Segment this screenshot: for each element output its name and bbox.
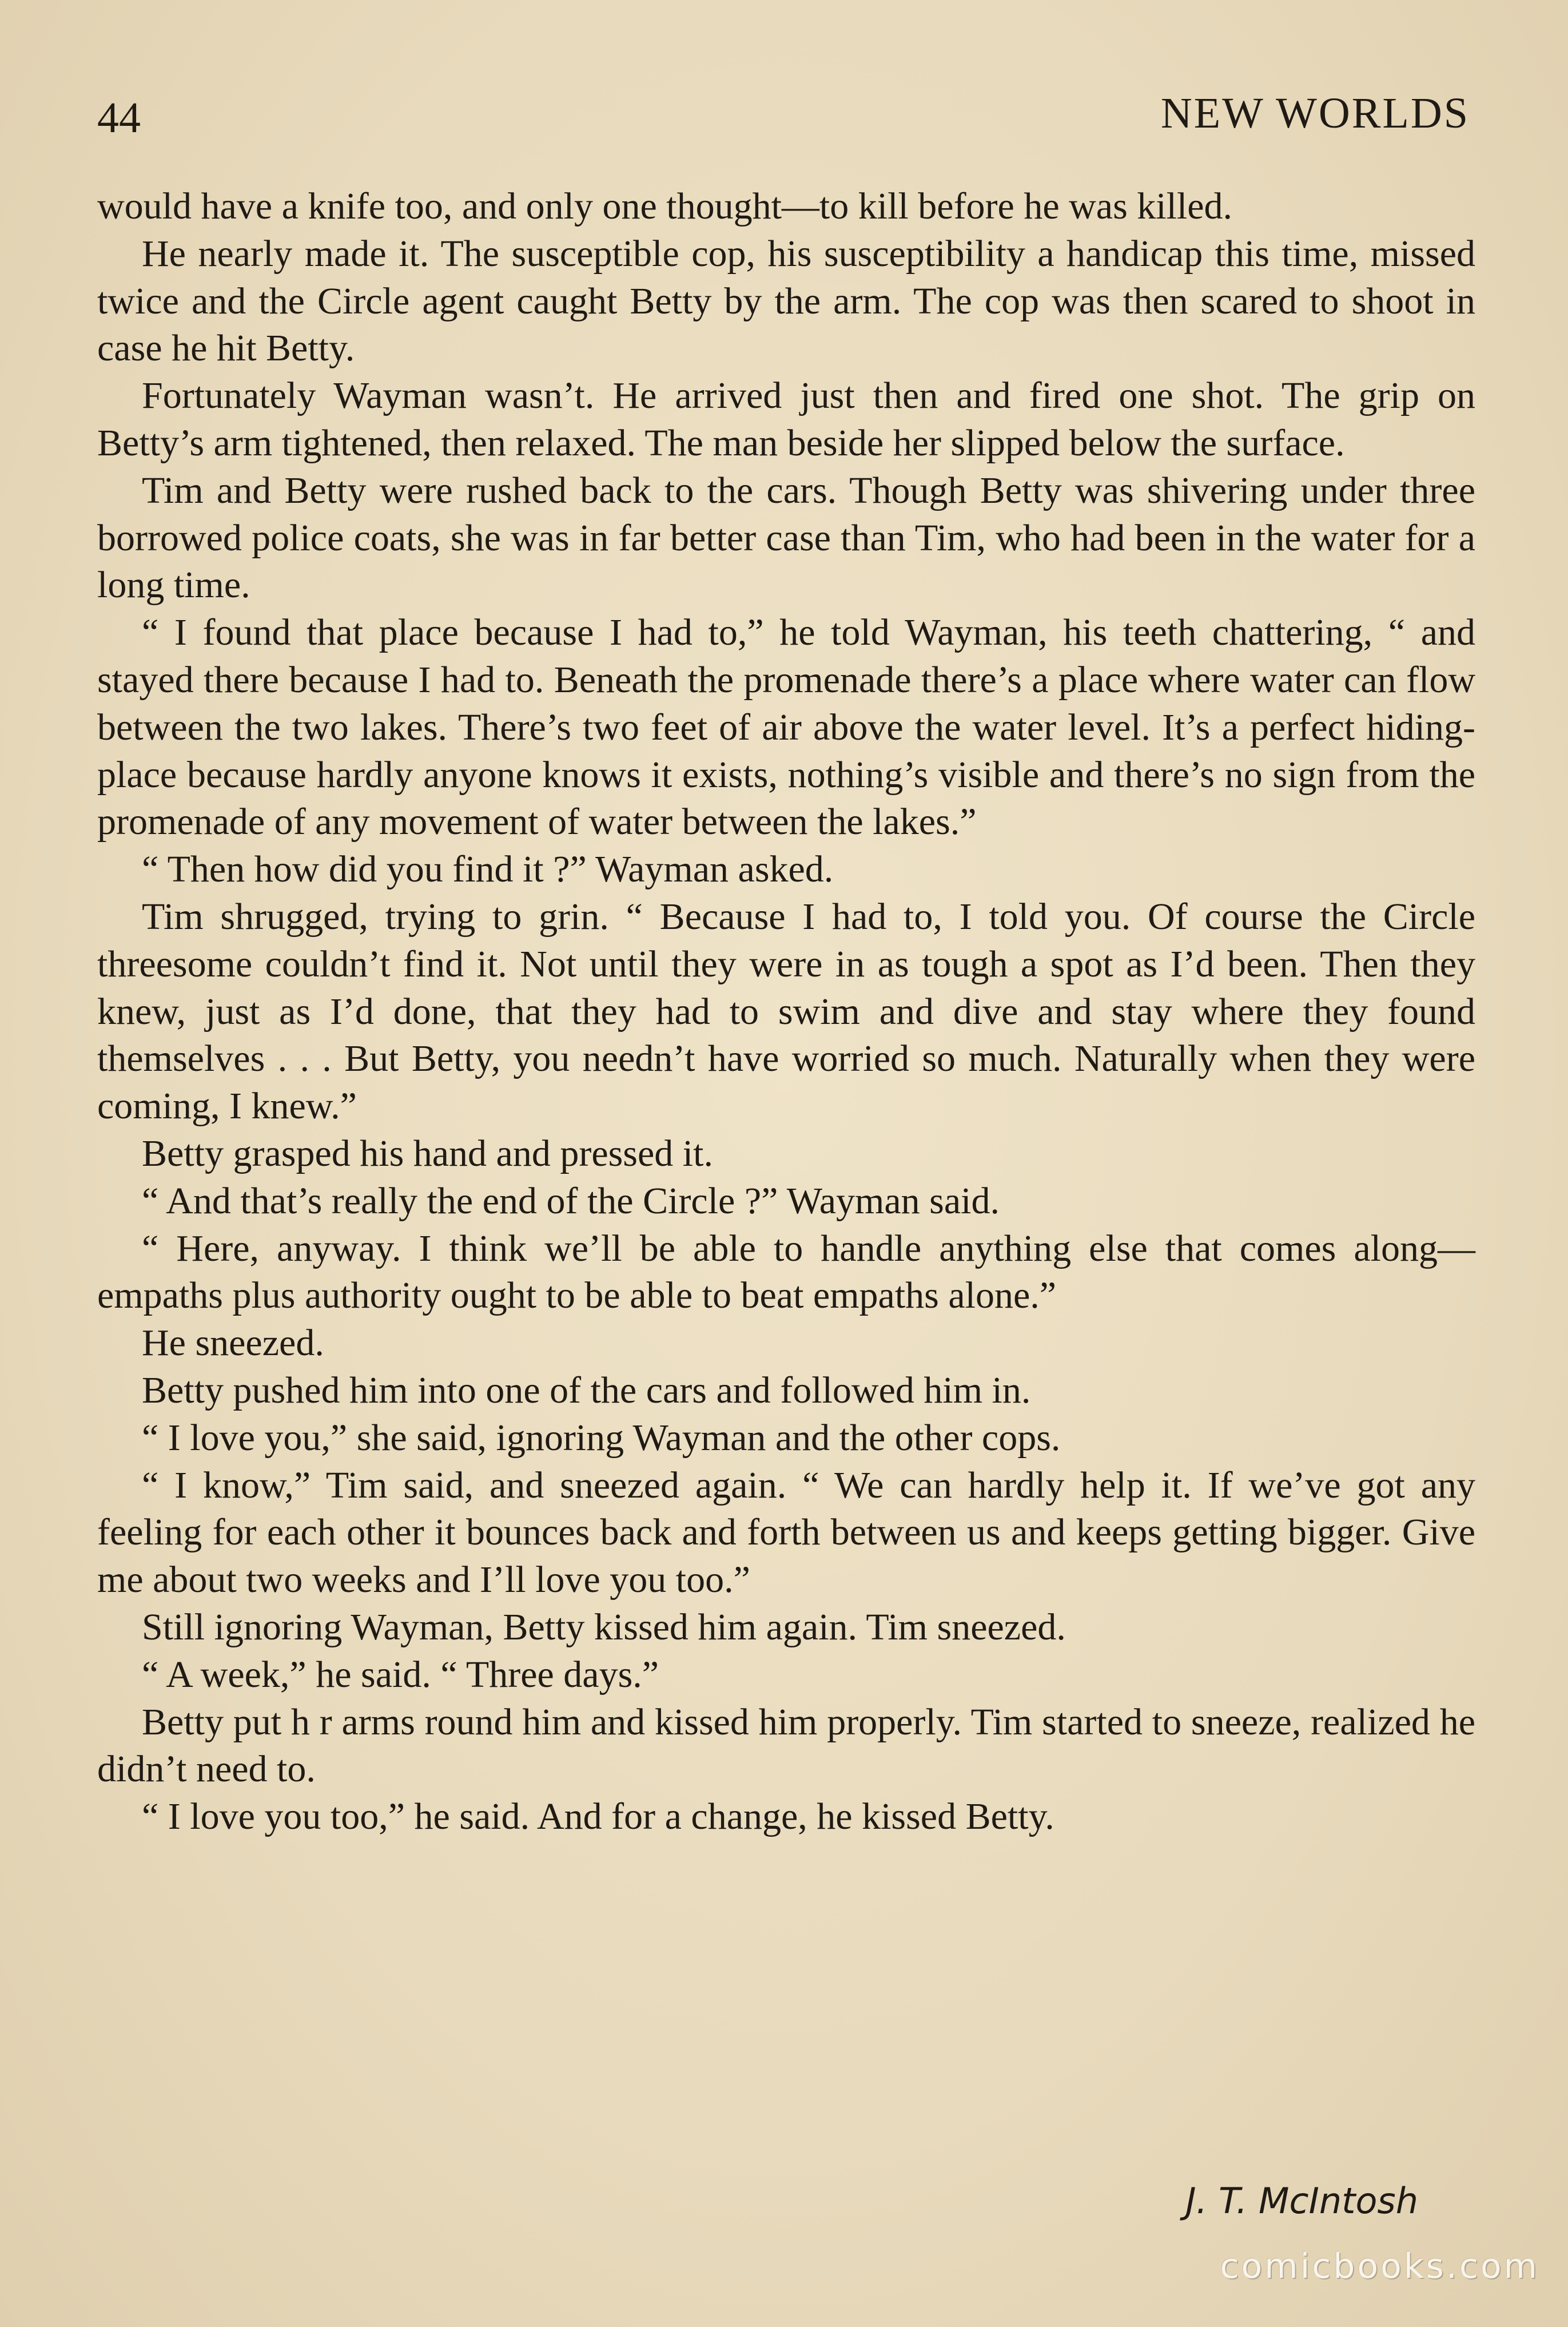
watermark: comicbooks.com xyxy=(1220,2246,1539,2286)
paragraph: “ I love you,” she said, ignoring Wayman and the other cops. xyxy=(142,1416,1061,1459)
paragraph: Still ignoring Wayman, Betty kissed him again. Tim sneezed. xyxy=(142,1606,1066,1648)
paragraph: “ A week,” he said. “ Three days.” xyxy=(142,1653,659,1695)
paragraph: “ And that’s really the end of the Circle ?” Wayman said. xyxy=(142,1180,1000,1222)
paragraph: would have a knife too, and only one thought—to kill before he was killed. xyxy=(97,185,1233,227)
author-byline: J. T. McIntosh xyxy=(1185,2180,1418,2222)
paragraph: Tim shrugged, trying to grin. “ Because I had to, I told you. Of course the Circle threesome couldn’t find it. Not until they were in as tough a spot as I’d been. Then they knew, just as I’d done, that they had to swim and dive and stay where they found themselves . . . But Betty, you needn’t have worried so much. Naturally when they were coming, I knew.” xyxy=(97,895,1475,1127)
story-text xyxy=(97,183,1475,1841)
magazine-title: NEW WORLDS xyxy=(1160,89,1470,137)
paragraph: “ Then how did you find it ?” Wayman asked. xyxy=(142,848,834,891)
paragraph: Betty pushed him into one of the cars and followed him in. xyxy=(142,1369,1031,1411)
paragraph: “ I found that place because I had to,” he told Wayman, his teeth chattering, “ and stayed there because I had to. Beneath the promenade there’s a place where water can flow between the two lakes. There’s two feet of air above the water level. It’s a perfect hiding-place because hardly anyone knows it exists, nothing’s visible and there’s no sign from the promenade of any movement of water between the lakes.” xyxy=(97,611,1475,843)
paragraph: Fortunately Wayman wasn’t. He arrived just then and fired one shot. The grip on Betty’s arm tightened, then relaxed. The man beside her slipped below the surface. xyxy=(97,375,1475,464)
paragraph: He nearly made it. The susceptible cop, his susceptibility a handicap this time, missed twice and the Circle agent caught Betty by the arm. The cop was then scared to shoot in case he hit Betty. xyxy=(97,232,1475,370)
paragraph: “ Here, anyway. I think we’ll be able to handle anything else that comes along—empaths plus authority ought to be able to beat empaths alone.” xyxy=(97,1227,1475,1317)
paragraph: He sneezed. xyxy=(142,1322,324,1364)
paragraph: Betty grasped his hand and pressed it. xyxy=(142,1132,713,1174)
paragraph: “ I know,” Tim said, and sneezed again. “ We can hardly help it. If we’ve got any feeling for each other it bounces back and forth between us and keeps getting bigger. Give me about two weeks and I’ll love you too.” xyxy=(97,1464,1475,1601)
page-number: 44 xyxy=(97,94,141,142)
paragraph: Betty put h r arms round him and kissed him properly. Tim started to sneeze, realized he didn’t need to. xyxy=(97,1701,1475,1790)
running-head xyxy=(97,85,1470,142)
paragraph: Tim and Betty were rushed back to the cars. Though Betty was shivering under three borrowed police coats, she was in far better case than Tim, who had been in the water for a long time. xyxy=(97,469,1475,606)
paragraph: “ I love you too,” he said. And for a change, he kissed Betty. xyxy=(142,1796,1054,1838)
